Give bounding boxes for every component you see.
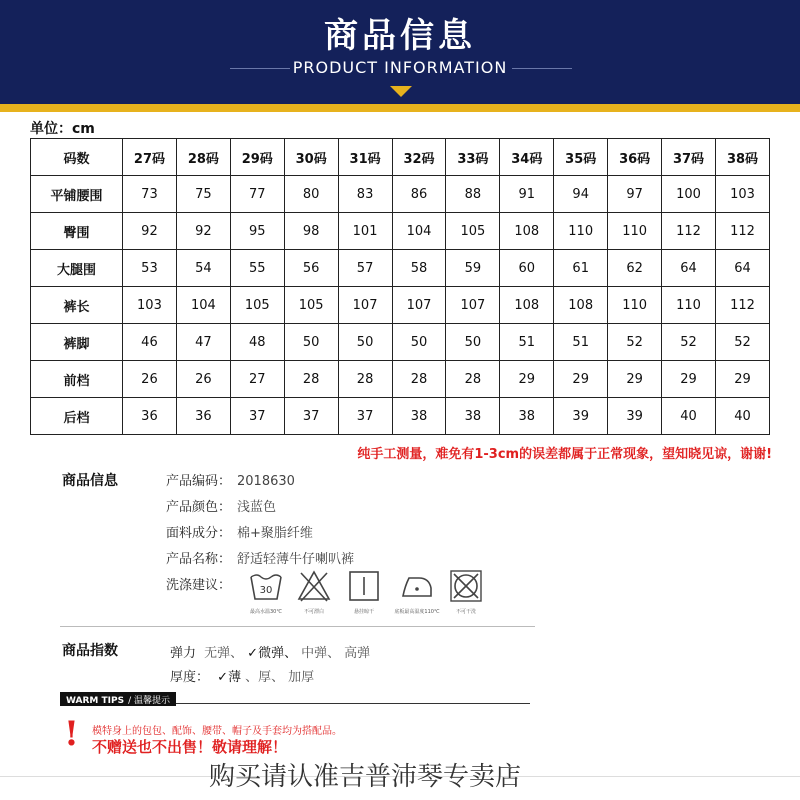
iron-low-item — [393, 568, 441, 615]
table-cell: 39 — [608, 398, 662, 435]
table-cell: 73 — [123, 176, 177, 213]
product-code-row — [166, 470, 295, 489]
measure-note: 纯手工测量，难免有1-3cm的误差都属于正常现象，望知晓见谅，谢谢! — [357, 447, 772, 462]
table-cell: 110 — [662, 287, 716, 324]
table-cell: 64 — [715, 250, 769, 287]
no-bleach-caption: 不可漂白 — [303, 609, 324, 615]
table-cell: 61 — [554, 250, 608, 287]
header-stripe — [0, 104, 800, 112]
wash-temp-number: 30 — [259, 585, 273, 596]
product-name-row — [166, 548, 354, 567]
product-code-label: 产品编码： — [166, 474, 232, 489]
table-row — [31, 250, 770, 287]
table-cell: 28 — [284, 361, 338, 398]
table-cell: 39 — [554, 398, 608, 435]
table-cell: 29 — [500, 361, 554, 398]
table-cell: 112 — [715, 287, 769, 324]
elasticity-option: 中弹、 — [301, 646, 341, 661]
table-cell: 40 — [662, 398, 716, 435]
table-cell: 107 — [338, 287, 392, 324]
table-cell: 37 — [284, 398, 338, 435]
size-header-cell: 38码 — [715, 139, 769, 176]
no-dry-clean-item — [442, 568, 490, 615]
thickness-row — [170, 666, 314, 685]
product-code-value: 2018630 — [237, 474, 295, 489]
fabric-row — [166, 522, 313, 541]
table-cell: 29 — [715, 361, 769, 398]
row-label: 平铺腰围 — [31, 176, 123, 213]
table-cell: 101 — [338, 213, 392, 250]
size-header-cell: 28码 — [176, 139, 230, 176]
table-cell: 38 — [500, 398, 554, 435]
table-cell: 36 — [176, 398, 230, 435]
check-icon: ✓ — [217, 670, 229, 685]
no-dry-clean-icon — [448, 568, 484, 604]
table-cell: 29 — [608, 361, 662, 398]
table-cell: 50 — [446, 324, 500, 361]
table-cell: 77 — [230, 176, 284, 213]
size-header-cell: 31码 — [338, 139, 392, 176]
table-cell: 108 — [500, 213, 554, 250]
row-label: 前档 — [31, 361, 123, 398]
table-cell: 29 — [554, 361, 608, 398]
table-cell: 56 — [284, 250, 338, 287]
table-cell: 53 — [123, 250, 177, 287]
table-cell: 104 — [392, 213, 446, 250]
wash-30-caption: 最高水温30℃ — [250, 609, 282, 615]
size-header-row — [31, 139, 770, 176]
table-cell: 110 — [554, 213, 608, 250]
table-cell: 37 — [230, 398, 284, 435]
table-cell: 98 — [284, 213, 338, 250]
table-cell: 108 — [500, 287, 554, 324]
warm-tips-text: 模特身上的包包、配饰、腰带、帽子及手套均为搭配品。 — [92, 726, 342, 737]
product-name-value: 舒适轻薄牛仔喇叭裤 — [237, 552, 355, 567]
no-dry-clean-caption: 不可干洗 — [455, 609, 476, 615]
section-divider — [60, 626, 535, 627]
table-cell: 57 — [338, 250, 392, 287]
size-header-label: 码数 — [31, 139, 123, 176]
product-color-value: 浅蓝色 — [237, 500, 277, 515]
table-cell: 88 — [446, 176, 500, 213]
table-cell: 58 — [392, 250, 446, 287]
product-info-title: 商品信息 — [62, 473, 118, 489]
table-cell: 50 — [392, 324, 446, 361]
table-cell: 28 — [446, 361, 500, 398]
table-cell: 105 — [284, 287, 338, 324]
table-cell: 52 — [662, 324, 716, 361]
product-color-row — [166, 496, 276, 515]
size-header-cell: 37码 — [662, 139, 716, 176]
table-row — [31, 176, 770, 213]
wash-30-icon — [248, 568, 284, 604]
hang-dry-icon — [346, 568, 382, 604]
elasticity-option: 无弹、 — [204, 646, 244, 661]
product-index-title: 商品指数 — [62, 643, 118, 659]
elasticity-row — [170, 642, 370, 661]
table-cell: 107 — [446, 287, 500, 324]
warm-tips-badge: WARM TIPS / 温馨提示 — [60, 692, 176, 706]
table-cell: 105 — [446, 213, 500, 250]
table-row — [31, 324, 770, 361]
table-cell: 110 — [608, 213, 662, 250]
wash-30-item — [242, 568, 290, 615]
table-cell: 50 — [338, 324, 392, 361]
fabric-value: 棉+聚脂纤维 — [237, 526, 313, 541]
table-cell: 26 — [176, 361, 230, 398]
table-cell: 46 — [123, 324, 177, 361]
elasticity-option: 高弹 — [344, 646, 371, 661]
table-cell: 50 — [284, 324, 338, 361]
fabric-label: 面料成分： — [166, 526, 232, 541]
table-cell: 95 — [230, 213, 284, 250]
thickness-label: 厚度： — [170, 670, 210, 685]
table-cell: 103 — [123, 287, 177, 324]
table-cell: 59 — [446, 250, 500, 287]
row-label: 裤长 — [31, 287, 123, 324]
divider-right — [512, 68, 572, 69]
size-header-cell: 36码 — [608, 139, 662, 176]
table-cell: 37 — [338, 398, 392, 435]
table-cell: 104 — [176, 287, 230, 324]
table-cell: 55 — [230, 250, 284, 287]
store-name: 购买请认准吉普沛琴专卖店 — [208, 762, 521, 792]
table-cell: 28 — [338, 361, 392, 398]
product-color-label: 产品颜色： — [166, 500, 232, 515]
table-cell: 27 — [230, 361, 284, 398]
size-header-cell: 34码 — [500, 139, 554, 176]
table-cell: 107 — [392, 287, 446, 324]
wash-label: 洗涤建议： — [166, 578, 232, 593]
table-cell: 112 — [662, 213, 716, 250]
table-cell: 103 — [715, 176, 769, 213]
table-cell: 48 — [230, 324, 284, 361]
elasticity-label: 弹力 — [170, 646, 197, 661]
table-cell: 92 — [176, 213, 230, 250]
table-cell: 75 — [176, 176, 230, 213]
chevron-down-icon — [390, 86, 412, 97]
thickness-option-selected: ✓薄 — [217, 670, 242, 685]
thickness-option: 加厚 — [288, 670, 315, 685]
exclamation-icon: ! — [64, 714, 79, 754]
table-cell: 80 — [284, 176, 338, 213]
table-cell: 91 — [500, 176, 554, 213]
unit-label: 单位：cm — [30, 121, 95, 137]
no-bleach-icon — [296, 568, 332, 604]
row-label: 大腿围 — [31, 250, 123, 287]
hang-dry-item — [340, 568, 388, 615]
table-cell: 40 — [715, 398, 769, 435]
table-cell: 47 — [176, 324, 230, 361]
size-table — [30, 138, 770, 435]
size-header-cell: 33码 — [446, 139, 500, 176]
table-cell: 51 — [500, 324, 554, 361]
size-header-cell: 30码 — [284, 139, 338, 176]
table-cell: 62 — [608, 250, 662, 287]
table-cell: 83 — [338, 176, 392, 213]
table-cell: 52 — [715, 324, 769, 361]
elasticity-option-selected: ✓微弹、 — [247, 646, 298, 661]
table-cell: 28 — [392, 361, 446, 398]
table-cell: 52 — [608, 324, 662, 361]
table-cell: 97 — [608, 176, 662, 213]
check-icon: ✓ — [247, 646, 259, 661]
table-cell: 54 — [176, 250, 230, 287]
table-row — [31, 361, 770, 398]
table-cell: 110 — [608, 287, 662, 324]
no-bleach-item — [290, 568, 338, 615]
table-cell: 26 — [123, 361, 177, 398]
table-cell: 112 — [715, 213, 769, 250]
hang-dry-caption: 悬挂晾干 — [353, 609, 374, 615]
table-cell: 108 — [554, 287, 608, 324]
table-cell: 29 — [662, 361, 716, 398]
table-cell: 60 — [500, 250, 554, 287]
table-cell: 38 — [392, 398, 446, 435]
size-header-cell: 29码 — [230, 139, 284, 176]
row-label: 后档 — [31, 398, 123, 435]
row-label: 臀围 — [31, 213, 123, 250]
table-cell: 64 — [662, 250, 716, 287]
table-cell: 100 — [662, 176, 716, 213]
size-header-cell: 32码 — [392, 139, 446, 176]
table-cell: 38 — [446, 398, 500, 435]
table-row — [31, 213, 770, 250]
warm-tips-warning: 不赠送也不出售！敬请理解！ — [92, 738, 288, 756]
table-row — [31, 398, 770, 435]
page-subtitle: PRODUCT INFORMATION — [292, 58, 508, 77]
thickness-option: 、厚、 — [245, 670, 285, 685]
table-cell: 36 — [123, 398, 177, 435]
table-cell: 86 — [392, 176, 446, 213]
table-cell: 94 — [554, 176, 608, 213]
row-label: 裤脚 — [31, 324, 123, 361]
size-header-cell: 27码 — [123, 139, 177, 176]
product-name-label: 产品名称： — [166, 552, 232, 567]
table-cell: 105 — [230, 287, 284, 324]
iron-low-caption: 底板最高温度110℃ — [394, 609, 440, 615]
table-cell: 51 — [554, 324, 608, 361]
page-title: 商品信息 — [324, 16, 476, 56]
size-header-cell: 35码 — [554, 139, 608, 176]
iron-low-icon — [399, 568, 435, 604]
table-cell: 92 — [123, 213, 177, 250]
table-row — [31, 287, 770, 324]
